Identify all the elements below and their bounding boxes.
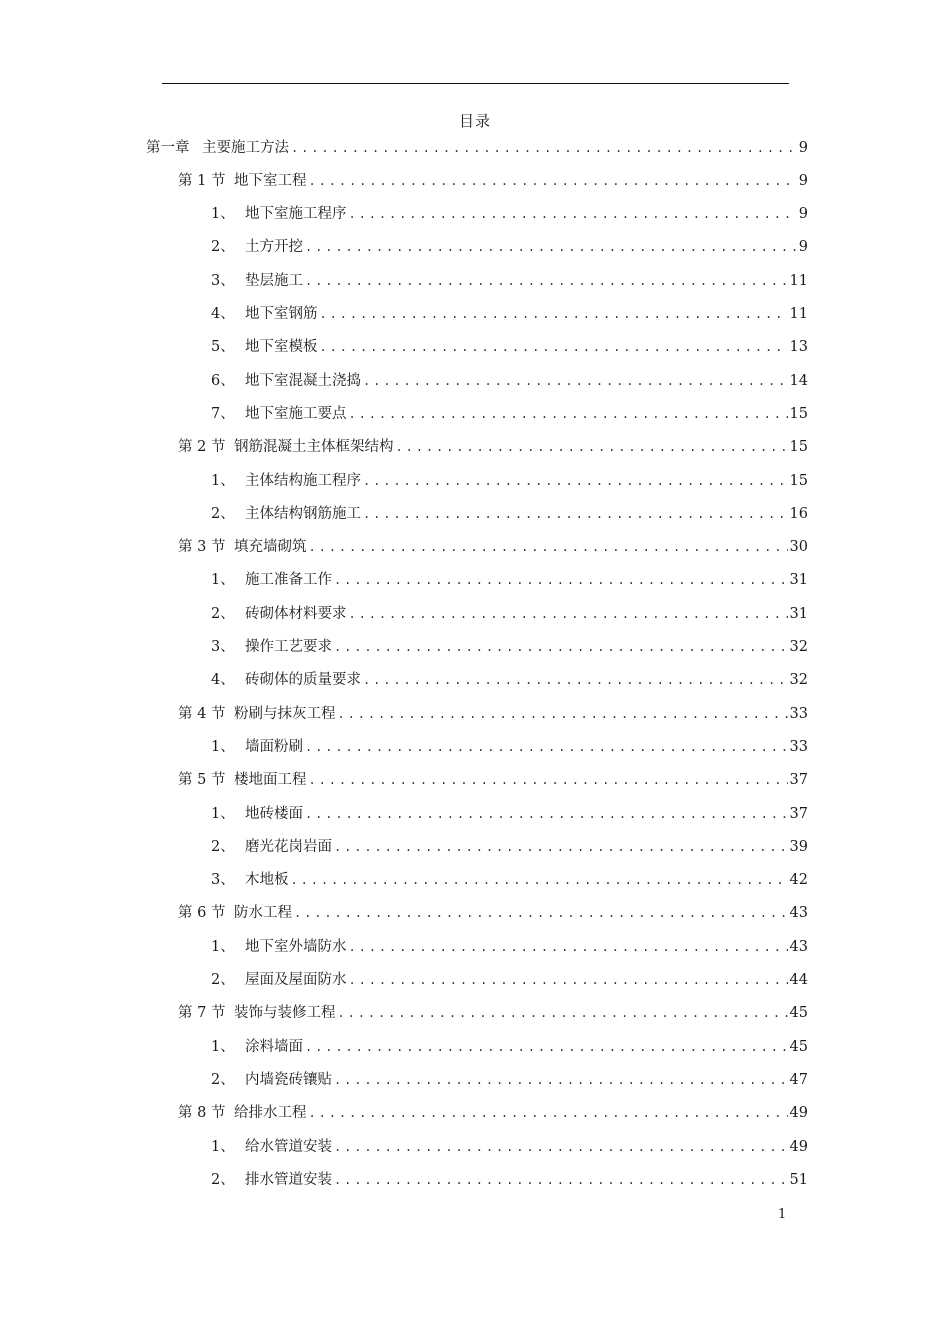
toc-entry[interactable] [178, 764, 808, 797]
toc-entry[interactable] [211, 564, 808, 597]
toc-entry[interactable] [178, 997, 808, 1030]
toc-dot-leader [291, 870, 788, 890]
toc-entry[interactable] [146, 131, 808, 164]
toc-entry-page: 45 [789, 1005, 808, 1022]
toc-entry-label: 防水工程 [234, 905, 292, 922]
toc-entry-page: 43 [789, 905, 808, 922]
toc-entry[interactable] [211, 797, 808, 830]
toc-entry-page: 16 [789, 505, 808, 522]
toc-entry-page: 31 [789, 572, 808, 589]
page-number: 1 [778, 1207, 787, 1222]
toc-entry[interactable] [211, 231, 808, 264]
toc-entry-label: 钢筋混凝土主体框架结构 [234, 439, 394, 456]
toc-entry[interactable] [211, 964, 808, 997]
toc-dot-leader [363, 471, 788, 491]
toc-entry-page: 11 [789, 272, 808, 289]
toc-entry-prefix: 第 5 节 [178, 772, 226, 789]
toc-dot-leader [338, 704, 788, 724]
toc-dot-leader [309, 537, 788, 557]
toc-dot-leader [291, 138, 796, 158]
toc-dot-leader [309, 171, 797, 191]
toc-entry-prefix: 3、 [211, 872, 235, 889]
toc-dot-leader [349, 604, 788, 624]
toc-entry-label: 主要施工方法 [202, 139, 289, 156]
toc-entry-page: 47 [789, 1071, 808, 1088]
toc-dot-leader [334, 1137, 788, 1157]
toc-dot-leader [363, 670, 788, 690]
toc-dot-leader [334, 1070, 788, 1090]
toc-entry-page: 15 [789, 439, 808, 456]
header-rule [162, 83, 789, 84]
toc-entry-prefix: 1、 [211, 206, 235, 223]
toc-entry-page: 32 [789, 672, 808, 689]
toc-dot-leader [305, 271, 788, 291]
toc-entry-prefix: 1、 [211, 938, 235, 955]
toc-dot-leader [305, 737, 788, 757]
toc-entry[interactable] [211, 664, 808, 697]
toc-entry[interactable] [211, 597, 808, 630]
toc-dot-leader [305, 804, 788, 824]
toc-entry-label: 磨光花岗岩面 [245, 838, 332, 855]
toc-entry-prefix: 1、 [211, 1038, 235, 1055]
toc-entry-label: 地下室工程 [234, 172, 307, 189]
toc-dot-leader [294, 903, 788, 923]
toc-entry-prefix: 2、 [211, 972, 235, 988]
toc-entry-page: 45 [789, 1038, 808, 1055]
toc-entry[interactable] [211, 864, 808, 897]
toc-entry-prefix: 5、 [211, 339, 235, 356]
toc-entry-prefix: 2、 [211, 605, 235, 622]
toc-entry-prefix: 1、 [211, 572, 235, 589]
toc-entry-prefix: 6、 [211, 372, 235, 389]
toc-entry-label: 屋面及屋面防水 [245, 972, 347, 988]
toc-entry-label: 砖砌体的质量要求 [245, 672, 361, 689]
toc-entry-page: 9 [798, 239, 808, 256]
toc-entry-page: 42 [789, 872, 808, 889]
toc-dot-leader [309, 770, 788, 790]
toc-entry-prefix: 4、 [211, 672, 235, 689]
toc-entry[interactable] [178, 897, 808, 930]
toc-entry-prefix: 第 3 节 [178, 539, 226, 556]
toc-entry-label: 主体结构钢筋施工 [245, 505, 361, 522]
toc-entry-label: 地下室模板 [245, 339, 318, 356]
toc-entry[interactable] [211, 631, 808, 664]
toc-entry-page: 9 [798, 172, 808, 189]
toc-entry-prefix: 4、 [211, 306, 235, 322]
toc-entry-prefix: 第 6 节 [178, 905, 226, 922]
toc-entry[interactable] [211, 198, 808, 231]
toc-entry-page: 33 [789, 738, 808, 755]
toc-entry[interactable] [178, 531, 808, 564]
toc-entry-page: 37 [789, 805, 808, 822]
toc-entry[interactable] [211, 264, 808, 297]
toc-entry-label: 装饰与装修工程 [234, 1005, 336, 1022]
toc-entry[interactable] [178, 1097, 808, 1130]
toc-entry-label: 主体结构施工程序 [245, 472, 361, 489]
toc-entry-prefix: 第 1 节 [178, 172, 226, 189]
toc-entry-prefix: 7、 [211, 405, 235, 422]
toc-entry-label: 木地板 [245, 872, 289, 889]
toc-entry-prefix: 3、 [211, 639, 235, 655]
toc-entry-page: 43 [789, 938, 808, 955]
toc-entry-label: 填充墙砌筑 [234, 539, 307, 556]
toc-entry[interactable] [178, 164, 808, 197]
toc-entry-label: 地下室混凝土浇捣 [245, 372, 361, 389]
toc-entry-label: 给排水工程 [234, 1105, 307, 1122]
toc-dot-leader [320, 304, 788, 324]
toc-entry-page: 9 [798, 206, 808, 223]
toc-entry[interactable] [211, 1030, 808, 1063]
toc-entry[interactable] [211, 464, 808, 497]
toc-dot-leader [363, 371, 788, 391]
toc-entry[interactable] [211, 930, 808, 963]
toc-dot-leader [305, 237, 796, 257]
toc-entry[interactable] [211, 497, 808, 530]
toc-entry-prefix: 1、 [211, 805, 235, 822]
toc-entry-page: 11 [789, 306, 808, 322]
toc-dot-leader [349, 404, 788, 424]
toc-entry[interactable] [211, 397, 808, 430]
toc-dot-leader [320, 337, 788, 357]
toc-entry[interactable] [211, 830, 808, 863]
toc-dot-leader [349, 937, 788, 957]
toc-entry-label: 土方开挖 [245, 239, 303, 256]
toc-dot-leader [334, 637, 788, 657]
toc-entry-prefix: 第 8 节 [178, 1105, 226, 1122]
toc-entry[interactable] [211, 298, 808, 331]
toc-entry-label: 粉刷与抹灰工程 [234, 705, 336, 722]
toc-entry-page: 49 [789, 1105, 808, 1122]
toc-entry-label: 地下室外墙防水 [245, 938, 347, 955]
toc-entry-page: 15 [789, 405, 808, 422]
toc-dot-leader [349, 970, 788, 990]
toc-entry-label: 楼地面工程 [234, 772, 307, 789]
toc-dot-leader [363, 504, 788, 524]
toc-dot-leader [334, 837, 788, 857]
toc-entry-page: 14 [789, 372, 808, 389]
toc-entry-page: 9 [798, 139, 808, 156]
toc-entry-label: 地下室施工要点 [245, 405, 347, 422]
toc-entry-label: 地下室钢筋 [245, 306, 318, 322]
toc-entry-page: 44 [789, 972, 808, 988]
toc-entry[interactable] [211, 1163, 808, 1196]
toc-entry-label: 垫层施工 [245, 272, 303, 289]
toc-entry-label: 排水管道安装 [245, 1171, 332, 1188]
toc-dot-leader [334, 570, 788, 590]
toc-entry-label: 涂料墙面 [245, 1038, 303, 1055]
toc-entry[interactable] [211, 1063, 808, 1096]
toc-entry-page: 51 [789, 1171, 808, 1188]
toc-entry[interactable] [211, 1130, 808, 1163]
toc-title: 目录 [458, 112, 491, 130]
toc-entry-label: 砖砌体材料要求 [245, 605, 347, 622]
toc-entry-label: 地下室施工程序 [245, 206, 347, 223]
toc-entry-prefix: 3、 [211, 272, 235, 289]
toc-entry-prefix: 2、 [211, 838, 235, 855]
toc-entry-page: 33 [789, 705, 808, 722]
toc-entry-page: 49 [789, 1138, 808, 1155]
toc-entry-prefix: 第 2 节 [178, 439, 226, 456]
toc-entry-page: 31 [789, 605, 808, 622]
toc-entry-prefix: 2、 [211, 239, 235, 256]
toc-entry-prefix: 1、 [211, 472, 235, 489]
toc-entry-label: 给水管道安装 [245, 1138, 332, 1155]
toc-entry-prefix: 第 7 节 [178, 1005, 226, 1022]
toc-entry[interactable] [178, 697, 808, 730]
toc-entry[interactable] [211, 331, 808, 364]
toc-entry[interactable] [211, 730, 808, 763]
toc-entry-prefix: 2、 [211, 1071, 235, 1088]
toc-dot-leader [305, 1037, 788, 1057]
toc-entry-page: 37 [789, 772, 808, 789]
toc-entry-label: 地砖楼面 [245, 805, 303, 822]
toc-dot-leader [334, 1170, 788, 1190]
toc-entry-prefix: 1、 [211, 738, 235, 755]
toc-entry-page: 32 [789, 639, 808, 655]
toc-dot-leader [309, 1103, 788, 1123]
toc-entry-page: 39 [789, 838, 808, 855]
toc-entry-prefix: 第 4 节 [178, 705, 226, 722]
toc-entry-label: 施工准备工作 [245, 572, 332, 589]
toc-entry-page: 15 [789, 472, 808, 489]
toc-entry-prefix: 2、 [211, 505, 235, 522]
toc-entry-prefix: 第一章 [146, 139, 190, 156]
toc-entry-label: 内墙瓷砖镶贴 [245, 1071, 332, 1088]
toc-entry[interactable] [178, 431, 808, 464]
toc-entry[interactable] [211, 364, 808, 397]
toc-entry-prefix: 2、 [211, 1171, 235, 1188]
toc-entry-page: 30 [789, 539, 808, 556]
toc-entry-label: 墙面粉刷 [245, 738, 303, 755]
toc-dot-leader [349, 204, 797, 224]
toc-dot-leader [338, 1003, 788, 1023]
toc-dot-leader [396, 437, 788, 457]
toc-entry-label: 操作工艺要求 [245, 639, 332, 655]
toc-entry-prefix: 1、 [211, 1138, 235, 1155]
toc-entry-page: 13 [789, 339, 808, 356]
